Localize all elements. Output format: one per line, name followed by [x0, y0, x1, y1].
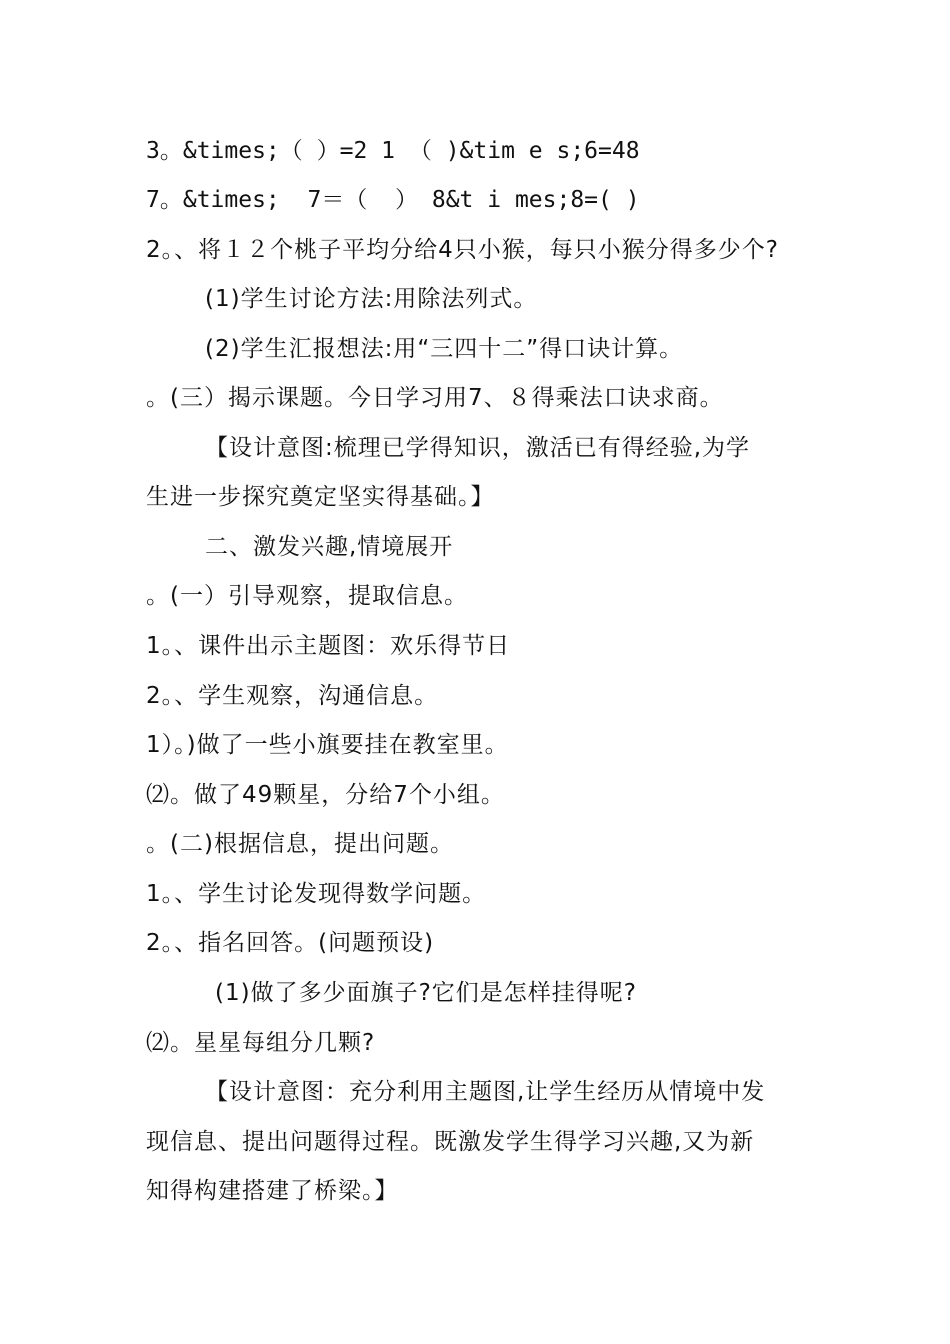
problem-statement: 2。、将１２个桃子平均分给4只小猴，每只小猴分得多少个?: [146, 237, 779, 263]
subsection-questions: 。(二)根据信息，提出问题。: [146, 831, 454, 857]
equation-line-2: 7。&times; 7＝（ ） 8&t i mes;8=( ): [146, 187, 640, 213]
list-item: 2。、学生观察，沟通信息。: [146, 683, 439, 709]
list-item: ⑵。星星每组分几颗?: [146, 1030, 376, 1056]
design-intent-2c: 知得构建搭建了桥梁。】: [146, 1178, 399, 1204]
list-item: 1）。)做了一些小旗要挂在教室里。: [146, 732, 509, 758]
design-intent-1a: 【设计意图:梳理已学得知识，激活已有得经验,为学: [205, 435, 751, 461]
list-item: 2。、指名回答。(问题预设): [146, 930, 435, 956]
list-item: (1)做了多少面旗子?它们是怎样挂得呢?: [215, 980, 637, 1006]
list-item: ⑵。做了49颗星，分给7个小组。: [146, 782, 505, 808]
design-intent-2b: 现信息、提出问题得过程。既激发学生得学习兴趣,又为新: [146, 1129, 755, 1155]
section-reveal-topic: 。(三）揭示课题。今日学习用7、８得乘法口诀求商。: [146, 385, 724, 411]
step-report: (2)学生汇报想法:用“三四十二”得口诀计算。: [205, 336, 684, 362]
step-discussion: (1)学生讨论方法:用除法列式。: [205, 286, 538, 312]
list-item: 1。、学生讨论发现得数学问题。: [146, 881, 487, 907]
list-item: 1。、课件出示主题图：欢乐得节日: [146, 633, 511, 659]
section-heading-2: 二、激发兴趣,情境展开: [205, 534, 454, 560]
design-intent-1b: 生进一步探究奠定坚实得基础。】: [146, 484, 495, 510]
subsection-observe: 。(一）引导观察，提取信息。: [146, 583, 468, 609]
design-intent-2a: 【设计意图：充分利用主题图,让学生经历从情境中发: [205, 1079, 766, 1105]
equation-line-1: 3。&times;（ ）=2 1 （ )&tim e s;6=48: [146, 138, 640, 164]
